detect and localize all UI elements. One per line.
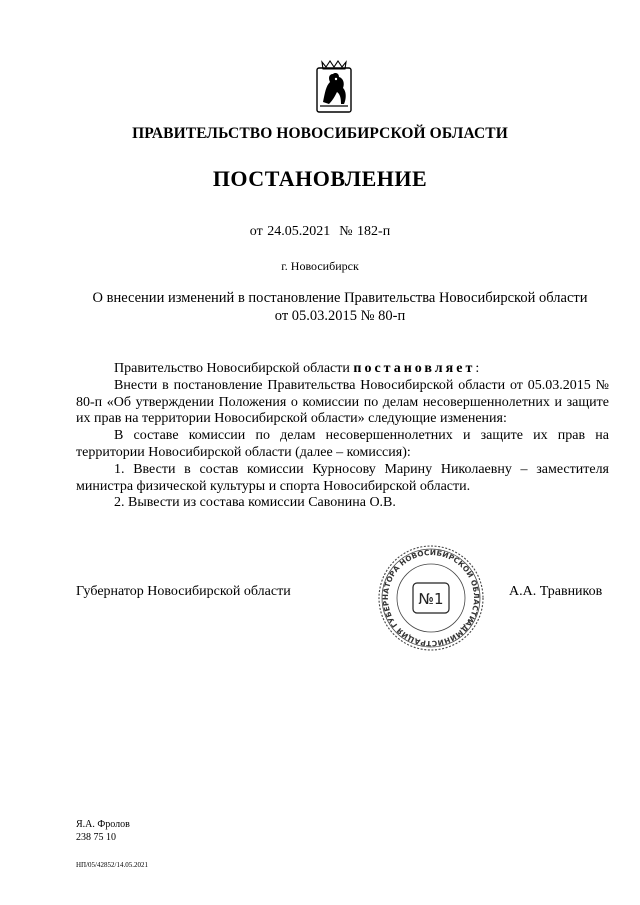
organization-title: ПРАВИТЕЛЬСТВО НОВОСИБИРСКОЙ ОБЛАСТИ bbox=[132, 125, 508, 142]
preamble-subject: Правительство Новосибирской области bbox=[114, 361, 350, 376]
city: г. Новосибирск bbox=[281, 259, 359, 273]
document-subject bbox=[60, 289, 620, 325]
document-code: НП/05/42852/14.05.2021 bbox=[76, 861, 148, 869]
executor-name: Я.А. Фролов bbox=[76, 819, 130, 830]
official-seal bbox=[369, 543, 493, 653]
paragraph-3: 1. Ввести в состав комиссии Курносову Марину Николаевну – заместителя министра физической культуры и спорта Новосибирской области. bbox=[76, 461, 609, 494]
subject-line-2: от 05.03.2015 № 80-п bbox=[274, 308, 406, 324]
date-number-line bbox=[0, 224, 640, 240]
date-prefix: от bbox=[249, 224, 263, 239]
paragraph-4: 2. Вывести из состава комиссии Савонина О.В. bbox=[114, 495, 396, 511]
paragraph-2: В составе комиссии по делам несовершеннолетних и защите их прав на территории Новосибирской области (далее – комиссия): bbox=[76, 428, 609, 460]
coat-of-arms-icon bbox=[316, 58, 352, 114]
document-type: ПОСТАНОВЛЕНИЕ bbox=[212, 166, 428, 191]
executor-block bbox=[76, 818, 130, 844]
signatory-title: Губернатор Новосибирской области bbox=[76, 584, 291, 599]
signatory-name: А.А. Травников bbox=[509, 584, 603, 599]
subject-line-1: О внесении изменений в постановление Правительства Новосибирской области bbox=[92, 290, 588, 306]
seal-number: №1 bbox=[418, 590, 444, 608]
document-date: 24.05.2021 bbox=[267, 224, 331, 239]
preamble bbox=[76, 361, 609, 378]
paragraph-1: Внести в постановление Правительства Новосибирской области от 05.03.2015 № 80-п «Об утверждении Положения о комиссии по делам несовершеннолетних и защите их прав на территории Новосибирской области» следующие изменения: bbox=[76, 377, 609, 427]
preamble-verb: постановляет bbox=[353, 361, 476, 376]
seal-text: АДМИНИСТРАЦИЯ ГУБЕРНАТОРА НОВОСИБИРСКОЙ ОБЛАСТИ bbox=[380, 547, 482, 649]
document-number: № 182-п bbox=[339, 224, 391, 239]
preamble-end: : bbox=[475, 361, 480, 376]
document-body bbox=[76, 361, 609, 512]
executor-phone: 238 75 10 bbox=[76, 832, 116, 843]
